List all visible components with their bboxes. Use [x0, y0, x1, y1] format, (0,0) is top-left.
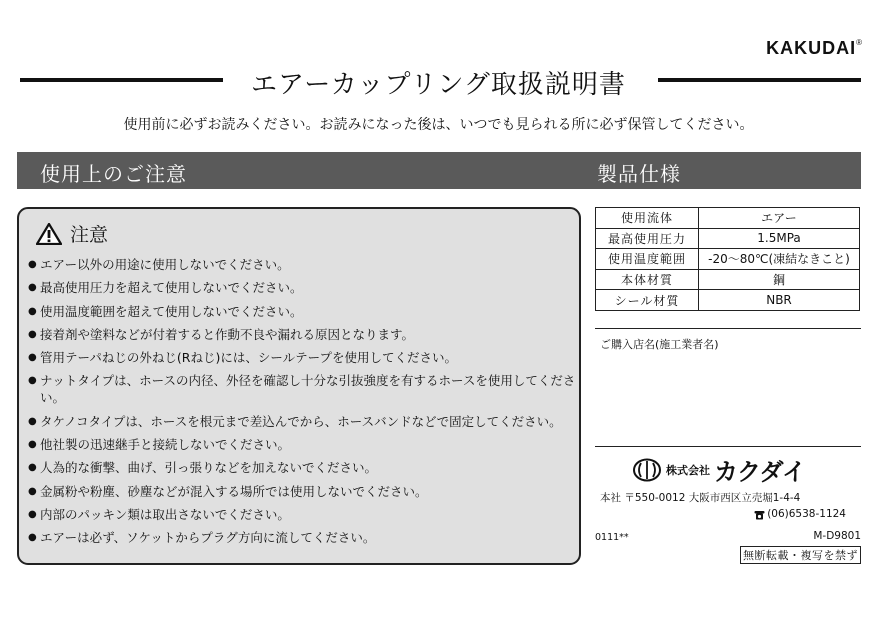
spec-label: 使用温度範囲 [596, 249, 699, 270]
spec-value: エアー [699, 208, 860, 229]
caution-section-title: 使用上のご注意 [40, 162, 187, 186]
caution-heading [36, 220, 108, 247]
spec-row [596, 208, 860, 229]
caution-list [28, 256, 576, 553]
spec-row [596, 228, 860, 249]
lot-code: 0111** [595, 532, 629, 543]
caution-item: ● 他社製の迅速継手と接続しないでください。 [28, 436, 576, 453]
spec-label: 最高使用圧力 [596, 228, 699, 249]
spec-value: -20〜80℃(凍結なきこと) [699, 249, 860, 270]
company-mark-icon [632, 458, 662, 482]
spec-row [596, 249, 860, 270]
purchase-store-label: ご購入店名(施工業者名) [600, 338, 719, 351]
document-title: エアーカップリング取扱説明書 [251, 70, 626, 100]
caution-item: ● エアーは必ず、ソケットからプラグ方向に流してください。 [28, 529, 576, 546]
spec-label: 本体材質 [596, 269, 699, 290]
company-name: カクダイ [714, 458, 806, 486]
spec-table [595, 207, 860, 311]
spec-row [596, 290, 860, 311]
copyright-notice: 無断転載・複写を禁ず [740, 546, 861, 564]
caution-item: ● 接着剤や塗料などが付着すると作動不良や漏れる原因となります。 [28, 326, 576, 343]
caution-item: ● エアー以外の用途に使用しないでください。 [28, 256, 576, 273]
caution-item: ● 管用テーパねじの外ねじ(Rねじ)には、シールテープを使用してください。 [28, 349, 576, 366]
caution-heading-label: 注意 [70, 224, 109, 246]
company-tel [754, 508, 846, 520]
company-prefix: 株式会社 [666, 463, 710, 477]
spec-section-title: 製品仕様 [597, 162, 681, 186]
purchase-bottom-line [595, 446, 861, 447]
company-address: 本社 〒550-0012 大阪市西区立売堀1-4-4 [600, 492, 801, 504]
spec-label: シール材質 [596, 290, 699, 311]
brand-logo [766, 38, 863, 59]
spec-value: NBR [699, 290, 860, 311]
tel-number: (06)6538-1124 [767, 508, 846, 520]
brand-name: KAKUDAI [766, 38, 857, 58]
phone-icon [754, 509, 765, 520]
spec-value: 1.5MPa [699, 228, 860, 249]
spec-value: 鋼 [699, 269, 860, 290]
spec-row [596, 269, 860, 290]
registered-mark: ® [856, 38, 863, 47]
caution-item: ● タケノコタイプは、ホースを根元まで差込んでから、ホースバンドなどで固定してください。 [28, 413, 576, 430]
caution-item: ● 使用温度範囲を超えて使用しないでください。 [28, 303, 576, 320]
caution-item: ● 内部のパッキン類は取出さないでください。 [28, 506, 576, 523]
caution-item: ● 人為的な衝撃、曲げ、引っ張りなどを加えないでください。 [28, 459, 576, 476]
company-logo [632, 452, 805, 487]
caution-item: ● 金属粉や粉塵、砂塵などが混入する場所では使用しないでください。 [28, 483, 576, 500]
model-number: M-D9801 [813, 530, 861, 542]
caution-item: ● 最高使用圧力を超えて使用しないでください。 [28, 279, 576, 296]
spec-label: 使用流体 [596, 208, 699, 229]
caution-item: ● ナットタイプは、ホースの内径、外径を確認し十分な引抜強度を有するホースを使用してください。 [28, 372, 576, 406]
warning-icon [36, 223, 62, 245]
purchase-top-line [595, 328, 861, 329]
document-subtitle: 使用前に必ずお読みください。お読みになった後は、いつでも見られる所に必ず保管してください。 [123, 117, 754, 133]
